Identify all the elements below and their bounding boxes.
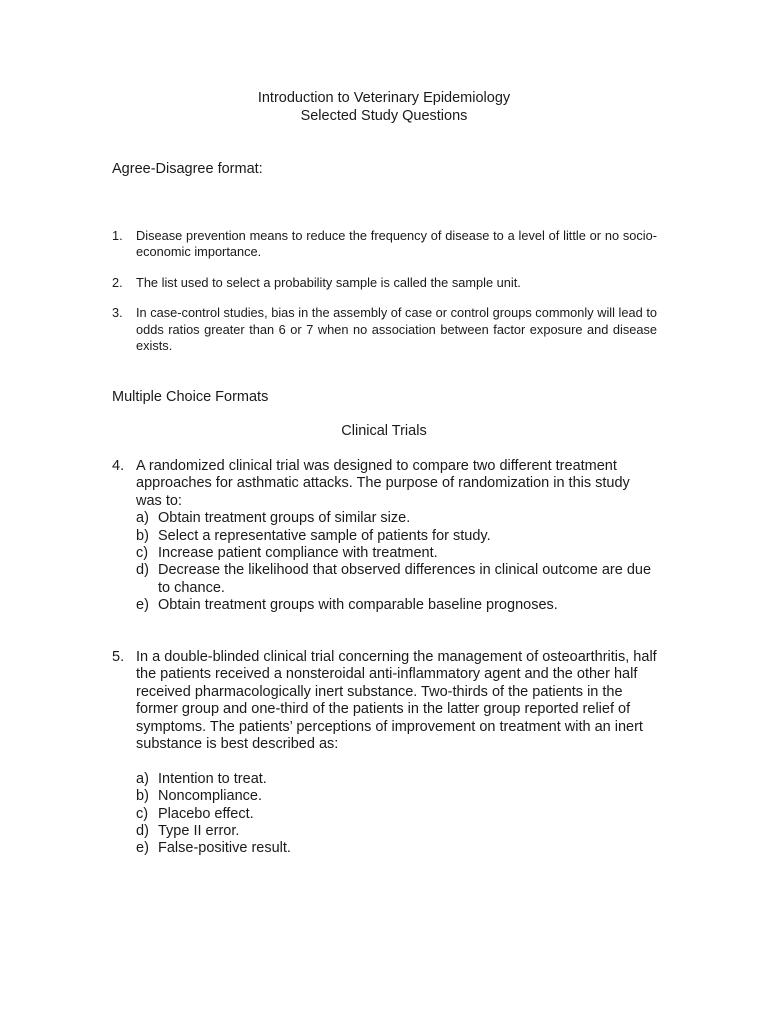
item-number: 1. [112,228,123,243]
spacer [112,753,657,770]
option-letter: b) [136,527,149,544]
answer-option [112,806,657,823]
option-text: Select a representative sample of patients for study. [158,527,491,544]
answer-option [112,528,657,545]
option-text: Placebo effect. [158,805,254,822]
answer-option [112,510,657,527]
item-text: The list used to select a probability sample is called the sample unit. [136,274,521,290]
section-heading: Clinical Trials [341,423,427,439]
list-item [112,228,657,261]
option-letter: b) [136,788,149,805]
option-text: Type II error. [158,823,240,840]
option-text: Noncompliance. [158,788,262,805]
answer-options [112,510,657,614]
answer-option [112,823,657,840]
option-letter: c) [136,805,149,822]
question-number: 4. [112,458,125,474]
option-letter: e) [136,840,149,857]
document-title: Introduction to Veterinary Epidemiology [257,90,511,106]
answer-option [112,562,657,597]
option-letter: a) [136,770,149,787]
option-text: Obtain treatment groups of similar size. [158,510,411,527]
question-text: In a double-blinded clinical trial concerning the management of osteoarthritis, half the patients received a nonsteroidal anti-inflammatory agent and the other half received pharmacologically inert substance. Two-thirds of the patients in the former group and one-third of the patients in the latter group reported relief of symptoms. The patients’ perceptions of improvement on treatment with an inert substance is best described as: [136,649,657,753]
item-number: 3. [112,305,123,321]
option-letter: d) [136,823,149,840]
list-item [112,275,657,291]
document-subtitle: Selected Study Questions [300,107,468,124]
title-block [0,90,768,125]
question-stem [112,458,657,510]
answer-option [112,840,657,857]
answer-option [112,788,657,805]
option-letter: e) [136,597,149,614]
question-text: A randomized clinical trial was designed to compare two different treatment approaches for asthmatic attacks. The purpose of randomization in this study was to: [136,458,630,509]
agree-disagree-label: Agree-Disagree format: [112,161,263,177]
option-letter: a) [136,510,149,527]
multiple-choice-label: Multiple Choice Formats [112,389,269,405]
option-text: Decrease the likelihood that observed differences in clinical outcome are due to chance. [158,562,652,596]
option-text: Obtain treatment groups with comparable baseline prognoses. [158,597,558,614]
question-stem [112,649,657,753]
answer-option [112,597,657,614]
answer-options [112,771,657,858]
item-text: Disease prevention means to reduce the frequency of disease to a level of little or no socio-economic importance. [136,228,657,260]
answer-option [112,545,657,562]
question-5 [112,649,657,858]
question-number: 5. [112,649,125,665]
item-number: 2. [112,274,123,290]
question-4 [112,458,657,615]
option-letter: d) [136,562,149,579]
option-text: Increase patient compliance with treatment. [158,545,438,562]
answer-option [112,771,657,788]
agree-disagree-list [112,228,657,368]
item-text: In case-control studies, bias in the assembly of case or control groups commonly will lead to odds ratios greater than 6 or 7 when no association between factor exposure and disease exists. [136,305,657,354]
option-text: False-positive result. [158,840,291,857]
option-text: Intention to treat. [158,770,267,787]
option-letter: c) [136,545,149,562]
list-item [112,305,657,354]
